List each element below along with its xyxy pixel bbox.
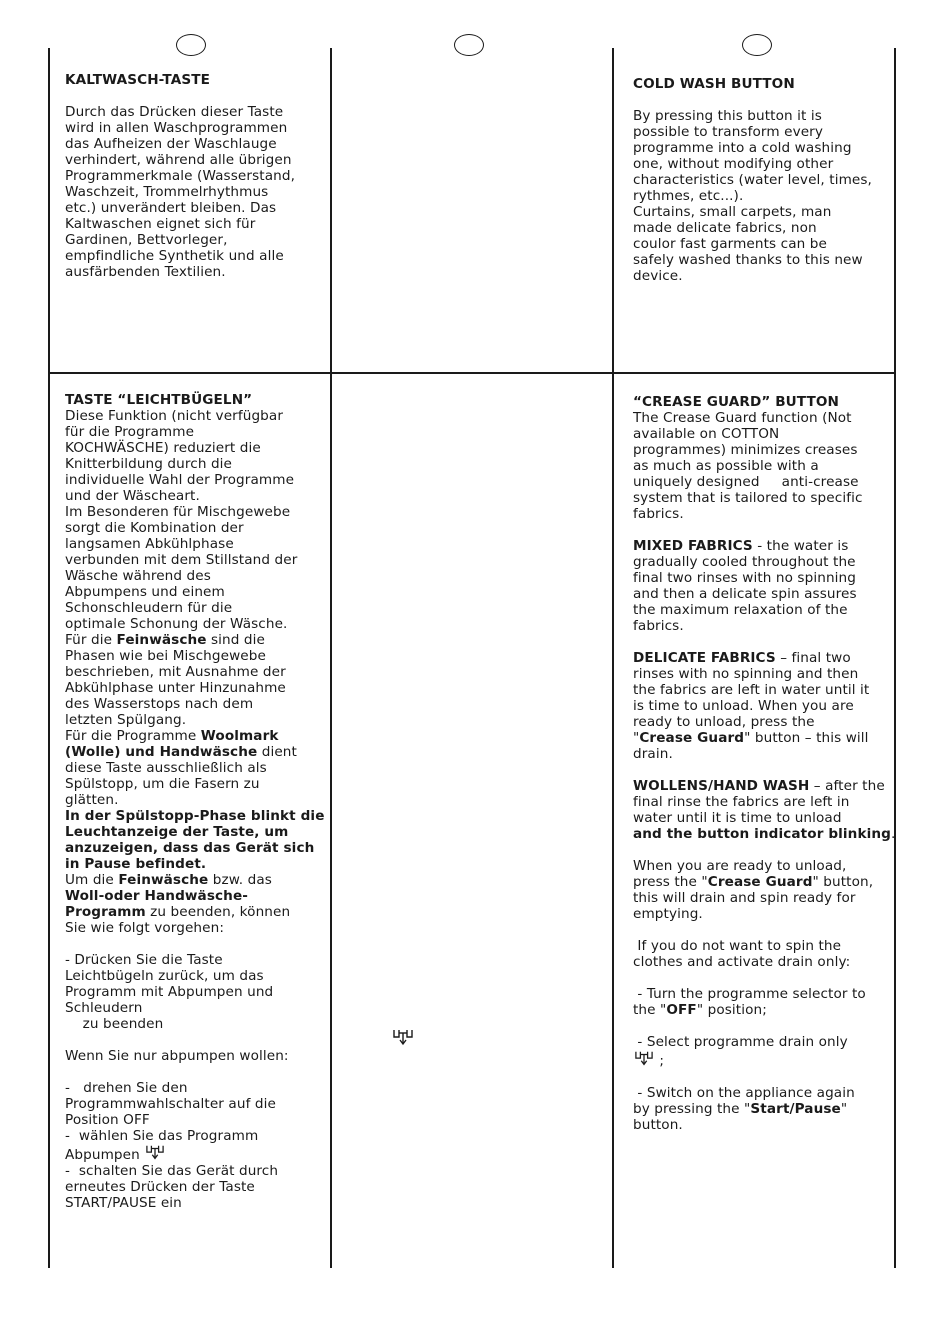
column-divider-left	[48, 48, 50, 1268]
text-line: Durch das Drücken dieser Taste	[65, 104, 284, 120]
text-line	[633, 650, 895, 666]
text-line	[633, 826, 895, 842]
text-line: available on COTTON	[633, 426, 780, 442]
de-cold-wash-title: KALTWASCH-TASTE	[65, 72, 211, 88]
drain-program-icon	[144, 1144, 166, 1162]
text-line	[633, 778, 895, 794]
text-line: Leichtbügeln zurück, um das	[65, 968, 264, 984]
text-line: coulor fast garments can be	[633, 236, 827, 252]
text-line: drain.	[633, 746, 673, 762]
text-run: – final two	[775, 650, 851, 666]
text-line: Schonschleudern für die	[65, 600, 233, 616]
text-line: Position OFF	[65, 1112, 150, 1128]
de-crease-section	[65, 392, 325, 1211]
text-line: langsamen Abkühlphase	[65, 536, 234, 552]
text-line: The Crease Guard function (Not	[633, 410, 852, 426]
text-line: button.	[633, 1117, 683, 1133]
text-line: possible to transform every	[633, 124, 824, 140]
en-crease-title: “CREASE GUARD” BUTTON	[633, 394, 839, 410]
text-line: verhindert, während alle übrigen	[65, 152, 292, 168]
text-line: und der Wäscheart.	[65, 488, 200, 504]
text-line: made delicate fabrics, non	[633, 220, 817, 236]
de-cold-wash-text	[65, 104, 295, 280]
text-line: Abkühlphase unter Hinzunahme	[65, 680, 286, 696]
text-line	[65, 904, 325, 920]
text-line: Sie wie folgt vorgehen:	[65, 920, 225, 936]
text-line: one, without modifying other	[633, 156, 834, 172]
text-line: water until it is time to unload	[633, 810, 842, 826]
text-run: bzw. das	[208, 872, 272, 888]
text-line: Spülstopp, um die Fasern zu	[65, 776, 260, 792]
text-line: and then a delicate spin assures	[633, 586, 857, 602]
text-line	[65, 728, 325, 744]
text-run: dient	[257, 744, 297, 760]
text-line: safely washed thanks to this new	[633, 252, 863, 268]
text-line: fabrics.	[633, 618, 684, 634]
text-line	[633, 1050, 895, 1069]
text-line: letzten Spülgang.	[65, 712, 187, 728]
text-line: By pressing this button it is	[633, 108, 822, 124]
text-line: Programmwahlschalter auf die	[65, 1096, 276, 1112]
text-line: sorgt die Kombination der	[65, 520, 244, 536]
text-line: this will drain and spin ready for	[633, 890, 856, 906]
text-line: Curtains, small carpets, man	[633, 204, 832, 220]
text-line: characteristics (water level, times,	[633, 172, 872, 188]
text-line: device.	[633, 268, 683, 284]
text-run: Start/Pause	[750, 1101, 841, 1117]
text-run: - the water is	[752, 538, 849, 554]
text-run: MIXED FABRICS	[633, 538, 753, 554]
text-line: diese Taste ausschließlich als	[65, 760, 267, 776]
text-run: and the button indicator blinking	[633, 826, 891, 842]
text-run: sind die	[206, 632, 265, 648]
text-run: Feinwäsche	[116, 632, 207, 648]
text-line: - drehen Sie den	[65, 1080, 188, 1096]
text-line: fabrics.	[633, 506, 684, 522]
en-crease-section	[633, 394, 895, 1133]
text-line	[633, 1101, 895, 1117]
text-line: In der Spülstopp-Phase blinkt die	[65, 808, 325, 824]
text-line: optimale Schonung der Wäsche.	[65, 616, 288, 632]
text-run: Abpumpen	[65, 1147, 145, 1163]
language-badge-icon	[176, 34, 206, 56]
en-cold-wash-title: COLD WASH BUTTON	[633, 76, 795, 92]
text-line: ausfärbenden Textilien.	[65, 264, 226, 280]
text-line	[65, 1144, 325, 1163]
text-line: Knitterbildung durch die	[65, 456, 233, 472]
column-divider-middle	[330, 48, 332, 1268]
text-line	[633, 1002, 895, 1018]
text-line: Programm mit Abpumpen und	[65, 984, 274, 1000]
text-run: Woolmark	[200, 728, 279, 744]
language-badge-icon	[742, 34, 772, 56]
text-line: zu beenden	[65, 1016, 164, 1032]
text-line: final two rinses with no spinning	[633, 570, 856, 586]
text-run: " button,	[812, 874, 874, 890]
drain-program-icon	[392, 1028, 414, 1048]
text-line: clothes and activate drain only:	[633, 954, 851, 970]
drain-program-icon	[633, 1050, 655, 1068]
text-line	[633, 538, 895, 554]
text-line: Im Besonderen für Mischgewebe	[65, 504, 291, 520]
text-line: rinses with no spinning and then	[633, 666, 859, 682]
text-run: Crease Guard	[639, 730, 745, 746]
text-line: etc.) unverändert bleiben. Das	[65, 200, 277, 216]
text-line: gradually cooled throughout the	[633, 554, 856, 570]
text-line: rythmes, etc...).	[633, 188, 744, 204]
text-run: .	[890, 826, 896, 842]
text-line: Gardinen, Bettvorleger,	[65, 232, 228, 248]
text-line: START/PAUSE ein	[65, 1195, 182, 1211]
text-run: WOLLENS/HAND WASH	[633, 778, 810, 794]
text-line: as much as possible with a	[633, 458, 819, 474]
text-line: - Turn the programme selector to	[633, 986, 866, 1002]
text-line: - Switch on the appliance again	[633, 1085, 855, 1101]
text-line: des Wasserstops nach dem	[65, 696, 254, 712]
text-line: Kaltwaschen eignet sich für	[65, 216, 256, 232]
text-line: individuelle Wahl der Programme	[65, 472, 295, 488]
en-cold-wash-section	[633, 76, 872, 284]
text-run: OFF	[666, 1002, 697, 1018]
text-line: programme into a cold washing	[633, 140, 852, 156]
text-line: the maximum relaxation of the	[633, 602, 848, 618]
text-line: Wenn Sie nur abpumpen wollen:	[65, 1048, 289, 1064]
text-line: Abpumpens und einem	[65, 584, 225, 600]
text-line: anzuzeigen, dass das Gerät sich	[65, 840, 315, 856]
text-line: wird in allen Waschprogrammen	[65, 120, 288, 136]
text-line: programmes) minimizes creases	[633, 442, 858, 458]
text-line	[65, 632, 325, 648]
text-line: glätten.	[65, 792, 119, 808]
text-line: the fabrics are left in water until it	[633, 682, 870, 698]
text-line: - Drücken Sie die Taste	[65, 952, 223, 968]
text-line: - wählen Sie das Programm	[65, 1128, 259, 1144]
text-run: by pressing the "	[633, 1101, 751, 1117]
text-run: Crease Guard	[707, 874, 813, 890]
text-run: ;	[655, 1053, 665, 1069]
de-cold-wash-section	[65, 72, 295, 280]
text-line	[65, 744, 325, 760]
text-run: " button – this will	[744, 730, 869, 746]
text-line: Phasen wie bei Mischgewebe	[65, 648, 266, 664]
text-line: beschrieben, mit Ausnahme der	[65, 664, 286, 680]
text-run: DELICATE FABRICS	[633, 650, 776, 666]
text-line: empfindliche Synthetik und alle	[65, 248, 284, 264]
text-line: uniquely designed anti-crease	[633, 474, 859, 490]
text-run: "	[633, 730, 640, 746]
text-line	[633, 730, 895, 746]
text-run: (Wolle) und Handwäsche	[65, 744, 258, 760]
text-line: final rinse the fabrics are left in	[633, 794, 850, 810]
text-line	[633, 874, 895, 890]
text-run: Um die	[65, 872, 119, 888]
text-line: ready to unload, press the	[633, 714, 815, 730]
text-run: Für die	[65, 632, 117, 648]
text-line: - schalten Sie das Gerät durch	[65, 1163, 279, 1179]
column-divider-right-inner	[612, 48, 614, 1268]
text-line: verbunden mit dem Stillstand der	[65, 552, 298, 568]
language-badge-icon	[454, 34, 484, 56]
text-line: Waschzeit, Trommelrhythmus	[65, 184, 269, 200]
de-crease-title: TASTE “LEICHTBÜGELN”	[65, 392, 253, 408]
text-run: – after the	[809, 778, 885, 794]
text-line: When you are ready to unload,	[633, 858, 847, 874]
text-line: Programmerkmale (Wasserstand,	[65, 168, 295, 184]
text-line	[65, 872, 325, 888]
section-divider	[48, 372, 896, 374]
text-run: Für die Programme	[65, 728, 201, 744]
text-run: "	[840, 1101, 848, 1117]
text-line: das Aufheizen der Waschlauge	[65, 136, 277, 152]
text-run: Feinwäsche	[118, 872, 209, 888]
text-line: If you do not want to spin the	[633, 938, 842, 954]
text-line: Diese Funktion (nicht verfügbar	[65, 408, 284, 424]
text-line: KOCHWÄSCHE) reduziert die	[65, 440, 261, 456]
text-run: press the "	[633, 874, 708, 890]
text-line: - Select programme drain only	[633, 1034, 848, 1050]
text-line: emptying.	[633, 906, 703, 922]
text-line: in Pause befindet.	[65, 856, 207, 872]
text-run: the "	[633, 1002, 667, 1018]
text-line: is time to unload. When you are	[633, 698, 854, 714]
text-line: system that is tailored to specific	[633, 490, 863, 506]
text-run: zu beenden, können	[145, 904, 291, 920]
text-run: " position;	[696, 1002, 767, 1018]
text-line: erneutes Drücken der Taste	[65, 1179, 255, 1195]
text-line: Woll-oder Handwäsche-	[65, 888, 249, 904]
text-line: Leuchtanzeige der Taste, um	[65, 824, 289, 840]
text-line: Wäsche während des	[65, 568, 211, 584]
text-run: Programm	[65, 904, 146, 920]
text-line: Schleudern	[65, 1000, 143, 1016]
text-line: für die Programme	[65, 424, 195, 440]
